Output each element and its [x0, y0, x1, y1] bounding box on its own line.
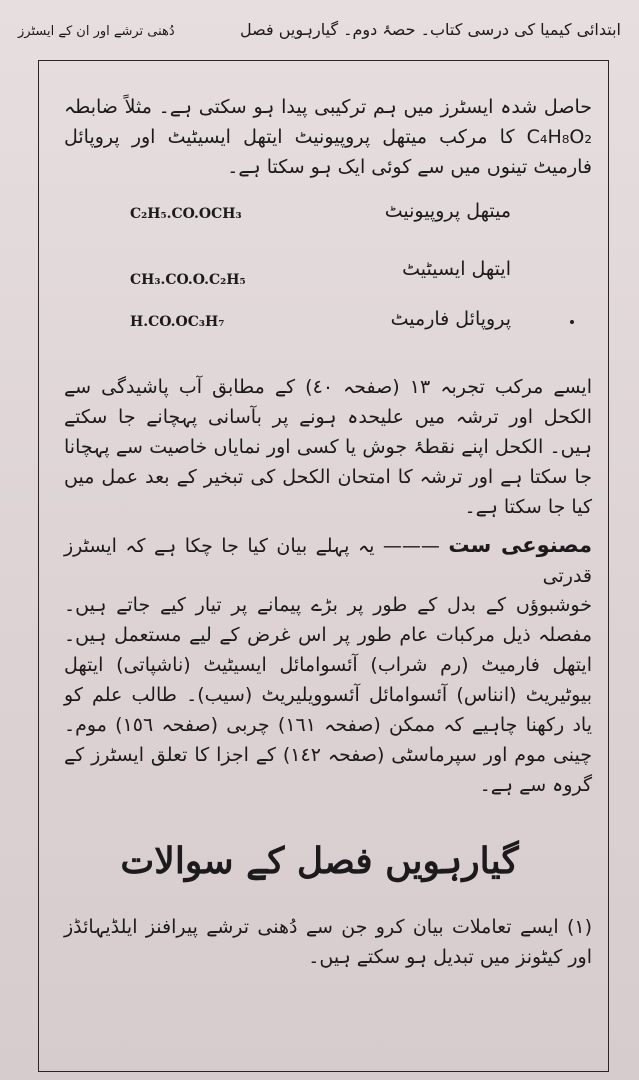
formula-1: C₂H₅.CO.OCH₃ [130, 206, 242, 222]
artificial-essences-heading: مصنوعی ست [448, 533, 593, 557]
formula-2: CH₃.CO.O.C₂H₅ [130, 272, 246, 288]
artificial-essences-line: مصنوعی ست ——— یہ پہلے بیان کیا جا چکا ہے کہ ایسٹرز قدرتی [64, 533, 593, 587]
questions-heading: گیارہویں فصل کے سوالات [120, 840, 519, 882]
page-header [18, 12, 621, 52]
page-mark [570, 320, 574, 324]
section-title: دُھنی ترشے اور ان کے ایسٹرز [18, 24, 175, 39]
formula-name-3: پروپائل فارمیٹ [390, 308, 511, 330]
formula-3: H.CO.OC₃H₇ [130, 314, 225, 330]
question-1: (١) ایسے تعاملات بیان کرو جن سے دُھنی ترشے پیرافنز ایلڈیہائڈز اور کیٹونز میں تبدیل ہو سکتے ہیں۔ [64, 916, 592, 968]
artificial-essences-body: خوشبوؤں کے بدل کے طور پر بڑے پیمانے پر تیار کیے جاتے ہیں۔ مفصلہ ذیل مرکبات عام طور پر اس غرض کے لیے مستعمل ہیں۔ ایتھل فارمیٹ (رم شراب) آئسوامائل ایسیٹیٹ (ناشپاتی) ایتھل بیوٹیریٹ (انناس) آئسوامائل آئسوویلیریٹ (سیب)۔ طالب علم کو یاد رکھنا چاہیے کہ ممکن (صفحہ ١٦١) چربی (صفحہ ١٥٦) موم۔ چینی موم اور سپرماسٹی (صفحہ ١٤٢) کے اجزا کا تعلق ایسٹرز کے گروہ سے ہے۔ [64, 594, 592, 796]
artificial-essences-lead: یہ پہلے بیان کیا جا چکا ہے کہ ایسٹرز قدرتی [64, 535, 592, 587]
formula-name-2: ایتھل ایسیٹیٹ [402, 258, 511, 280]
intro-paragraph: حاصل شدہ ایسٹرز میں ہم ترکیبی پیدا ہو سکتی ہے۔ مثلاً ضابطہ C₄H₈O₂ کا مرکب میتھل پروپیونیٹ ایتھل ایسیٹیٹ اور پروپائل فارمیٹ تینوں میں سے کوئی ایک ہو سکتا ہے۔ [64, 96, 592, 178]
formula-name-1: میتھل پروپیونیٹ [384, 200, 511, 222]
running-title: ابتدائی کیمیا کی درسی کتاب۔ حصۂ دوم۔ گیارہویں فصل [240, 20, 621, 39]
hydrolysis-paragraph: ایسے مرکب تجربہ ١٣ (صفحہ ٤٠) کے مطابق آب پاشیدگی سے الکحل اور ترشہ میں علیحدہ ہونے پر بآسانی پہچانے جا سکتے ہیں۔ الکحل اپنے نقطۂ جوش یا کسی اور نمایاں خاصیت سے پہچانا جا سکتا ہے اور ترشہ کا امتحان الکحل کی تبخیر کے بعد عمل میں کیا جا سکتا ہے۔ [64, 376, 592, 518]
